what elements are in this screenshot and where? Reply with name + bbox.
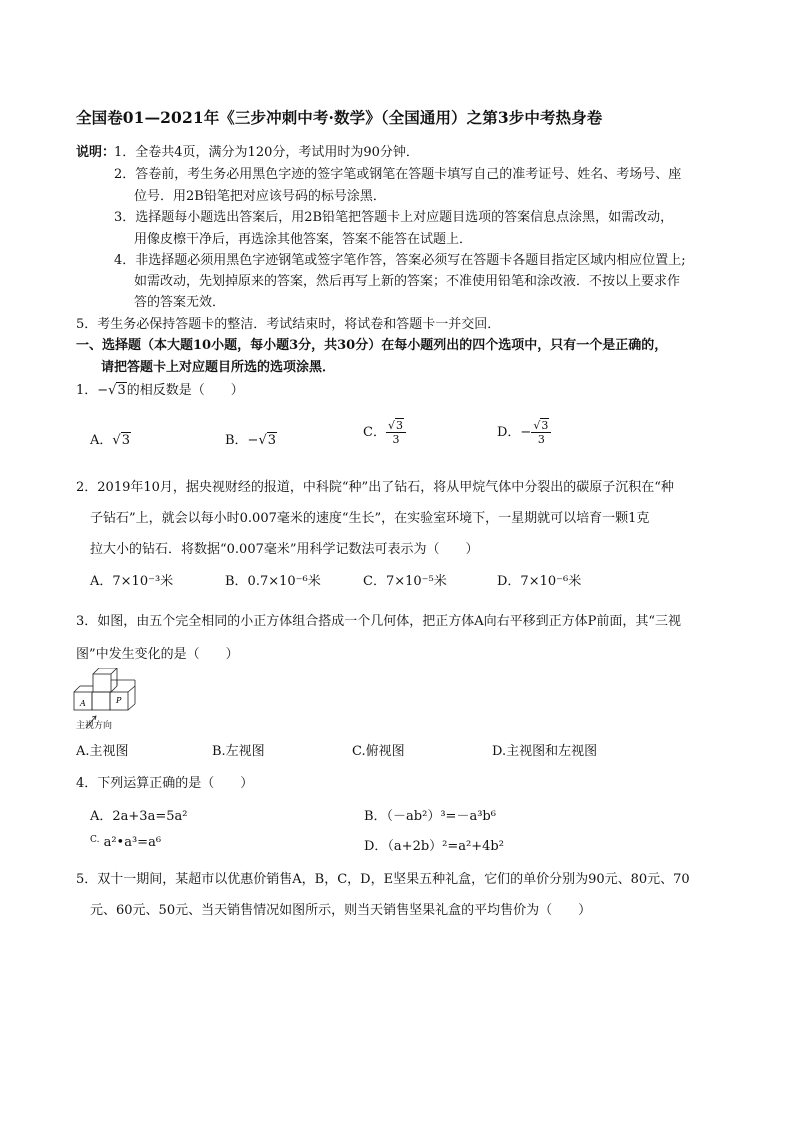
- question-5-cont: 元、60元、50元、当天销售情况如图所示，则当天销售坚果礼盒的平均售价为（ ）: [90, 903, 592, 918]
- instruction-2-cont: 位号．用2B铅笔把对应该号码的标号涂黑．: [134, 189, 386, 204]
- q1-option-d[interactable]: D．− $\frac{√3}{3}$: [497, 419, 551, 446]
- instruction-4: 4．非选择题必须用黑色字迹钢笔或签字笔作答，答案必须写在答题卡各题目指定区域内相应位置上;: [114, 253, 686, 268]
- instruction-4-cont2: 答的答案无效．: [134, 295, 226, 310]
- question-2: 2．2019年10月，据央视财经的报道，中科院“种”出了钻石，将从甲烷气体中分裂出的碳原子沉积在“种: [76, 480, 674, 495]
- instructions-label: 说明：: [76, 145, 116, 160]
- q1-option-b[interactable]: B．−√3: [225, 433, 277, 448]
- q2-option-a[interactable]: A．7×10⁻³米: [90, 574, 174, 589]
- question-1: [76, 379, 244, 398]
- question-2-cont2: 拉大小的钻石．将数据“0.007毫米”用科学记数法可表示为（ ）: [90, 542, 479, 557]
- q3-option-a[interactable]: A.主视图: [76, 744, 129, 759]
- instruction-4-cont: 如需改动，先划掉原来的答案，然后再写上新的答案；不准使用铅笔和涂改液．不按以上要求作: [134, 274, 681, 289]
- q2-option-d[interactable]: D．7×10⁻⁶米: [497, 574, 582, 589]
- q4-option-d[interactable]: D．（a+2b）²=a²+4b²: [364, 839, 504, 854]
- question-4: 4．下列运算正确的是（ ）: [76, 776, 254, 791]
- instruction-1: 1．全卷共4页，满分为120分，考试用时为90分钟．: [114, 145, 419, 160]
- sqrt-symbol: √3: [108, 383, 126, 398]
- q4-option-c[interactable]: $^{C.}$ a²•a³=a⁶: [90, 835, 162, 850]
- q3-option-c[interactable]: C.俯视图: [352, 744, 405, 759]
- cube-figure: [72, 668, 144, 736]
- page-title: 全国卷01—2021年《三步冲刺中考·数学》（全国通用）之第3步中考热身卷: [76, 108, 603, 127]
- question-3-cont: 图”中发生变化的是（ ）: [76, 647, 239, 662]
- q2-option-b[interactable]: B．0.7×10⁻⁶米: [225, 574, 321, 589]
- figure-caption: 主视方向: [76, 721, 113, 731]
- section-heading-cont: 请把答题卡上对应题目所选的选项涂黑．: [101, 360, 336, 375]
- instruction-3: 3．选择题每小题选出答案后，用2B铅笔把答题卡上对应题目选项的答案信息点涂黑，如需改动，: [114, 210, 674, 225]
- instruction-3-cont: 用像皮檫干净后，再选涂其他答案，答案不能答在试题上．: [134, 232, 473, 247]
- q1-prefix: 1．−: [76, 383, 109, 398]
- q3-option-b[interactable]: B.左视图: [212, 744, 265, 759]
- instruction-2: 2．答卷前，考生务必用黑色字迹的签字笔或钢笔在答题卡填写自己的准考证号、姓名、考场号、座: [114, 167, 682, 182]
- figure-label-a: A: [80, 699, 86, 708]
- q4-option-a[interactable]: A．2a+3a=5a²: [90, 809, 188, 824]
- question-3: 3．如图，由五个完全相同的小正方体组合搭成一个几何体，把正方体A向右平移到正方体P前面，其“三视: [76, 614, 682, 629]
- question-2-cont: 子钻石”上，就会以每小时0.007毫米的速度“生长”，在实验室环境下，一星期就可以培育一颗1克: [90, 511, 650, 526]
- question-5: 5．双十一期间，某超市以优惠价销售A，B，C，D，E坚果五种礼盒，它们的单价分别为90元、80元、70: [76, 872, 690, 887]
- section-heading: 一、选择题（本大题10小题，每小题3分，共30分）在每小题列出的四个选项中，只有一个是正确的，: [76, 338, 668, 353]
- q2-option-c[interactable]: C．7×10⁻⁵米: [363, 574, 447, 589]
- figure-label-p: P: [116, 696, 122, 705]
- q4-option-b[interactable]: B．（－ab²）³=－a³b⁶: [364, 809, 496, 824]
- q1-suffix: 的相反数是（ ）: [126, 383, 244, 398]
- instruction-5: 5．考生务必保持答题卡的整洁．考试结束时，将试卷和答题卡一并交回．: [76, 317, 501, 332]
- q1-option-a[interactable]: A．√3: [90, 433, 130, 448]
- q3-option-d[interactable]: D.主视图和左视图: [492, 744, 598, 759]
- q1-option-c[interactable]: C． $\frac{√3}{3}$: [363, 419, 406, 446]
